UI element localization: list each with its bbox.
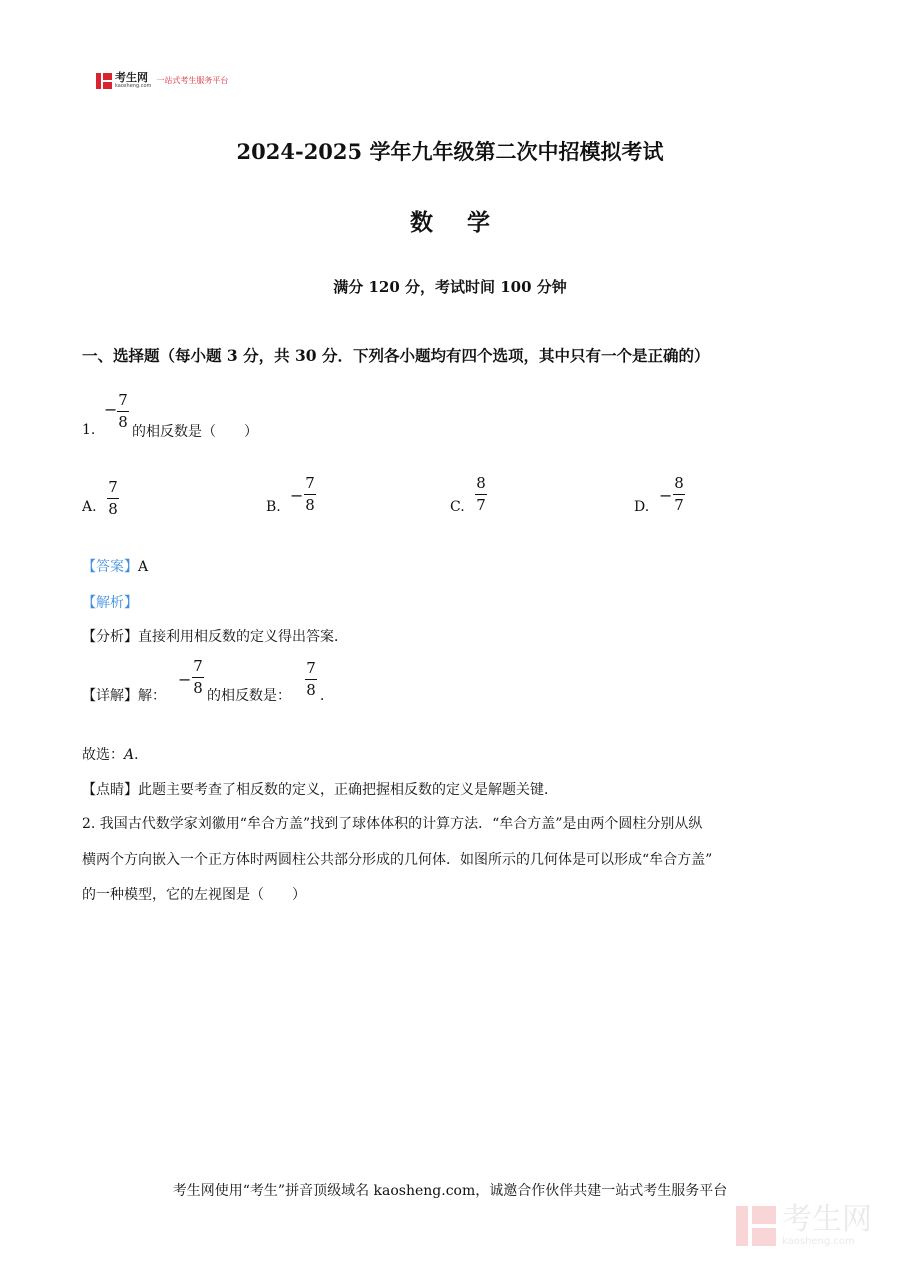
logo-name: 考生网 [115,71,148,84]
choose-line [82,744,148,764]
option-d-fraction [673,476,685,513]
exam-meta: 满分 120 分，考试时间 100 分钟 [333,278,567,296]
choose-prefix: 故选： [82,747,124,763]
logo-slogan: 一站式考生服务平台 [156,76,229,85]
answer-tag: 【答案】 [82,559,138,575]
watermark-logo-icon [736,1206,776,1246]
option-b-numerator: 7 [305,474,315,492]
option-b-fraction [304,476,316,513]
q2-line-3: 的一种模型，它的左视图是（ ） [82,887,306,903]
option-d-sign: − [659,486,673,505]
detail-end: ． [320,688,334,704]
q1-stem-minus: − [104,400,118,419]
option-c-denominator: 7 [476,496,486,514]
kaosheng-logo-icon [96,73,112,89]
option-a-numerator: 7 [108,478,118,496]
option-c-fraction [475,476,487,513]
fenxi-line: 【分析】直接利用相反数的定义得出答案． [82,629,348,645]
q2-line-2: 横两个方向嵌入一个正方体时两圆柱公共部分形成的几何体．如图所示的几何体是可以形成“牟合方盖” [82,852,713,868]
option-b-denominator: 8 [305,496,315,514]
detail-numerator-2: 7 [306,659,316,677]
detail-denominator-2: 8 [306,681,316,699]
detail-denominator: 8 [193,679,203,697]
option-c-numerator: 8 [476,474,486,492]
exam-subject: 数学 [410,209,524,236]
option-d-numerator: 8 [674,474,684,492]
option-d-denominator: 7 [674,496,684,514]
option-b-sign: − [290,486,304,505]
detail-prefix: 【详解】解： [82,688,166,704]
q1-stem-numerator: 7 [118,391,128,409]
logo-domain: kaosheng.com [115,83,152,89]
detail-minus: − [178,670,192,689]
detail-fraction-2 [305,661,317,698]
footer-text: 考生网使用“考生”拼音顶级域名 kaosheng.com，诚邀合作伙伴共建一站式考生服务平台 [172,1183,728,1199]
detail-mid: 的相反数是： [207,688,291,704]
option-a-denominator: 8 [108,500,118,518]
exam-title: 2024-2025 学年九年级第二次中招模拟考试 [236,139,664,164]
option-c-label: C. [450,499,465,515]
analysis-tag: 【解析】 [82,595,138,611]
choose-value: A [124,747,135,763]
comment-line: 【点睛】此题主要考查了相反数的定义，正确把握相反数的定义是解题关键． [82,782,558,798]
option-b-label: B. [266,499,281,515]
watermark-domain: kaosheng.com [782,1236,855,1247]
option-d-label: D. [634,499,650,515]
option-a-fraction [107,480,119,517]
section-heading: 一、选择题（每小题 3 分，共 30 分．下列各小题均有四个选项，其中只有一个是正确的） [82,346,710,365]
q1-stem-text: 的相反数是（ ） [132,424,258,440]
q1-stem-fraction [117,393,129,430]
detail-numerator: 7 [193,657,203,675]
header-logo [96,72,228,89]
answer-line [82,556,148,576]
q2-line-1: 2. 我国古代数学家刘徽用“牟合方盖”找到了球体体积的计算方法．“牟合方盖”是由两个圆柱分别从纵 [82,816,703,832]
option-a-label: A. [82,499,97,515]
footer-watermark [736,1202,872,1247]
detail-fraction [192,659,204,696]
answer-value: A [138,559,149,575]
q1-stem-denominator: 8 [118,413,128,431]
choose-end: ． [134,747,149,763]
watermark-name: 考生网 [782,1202,872,1237]
q1-number: 1. [82,422,96,438]
